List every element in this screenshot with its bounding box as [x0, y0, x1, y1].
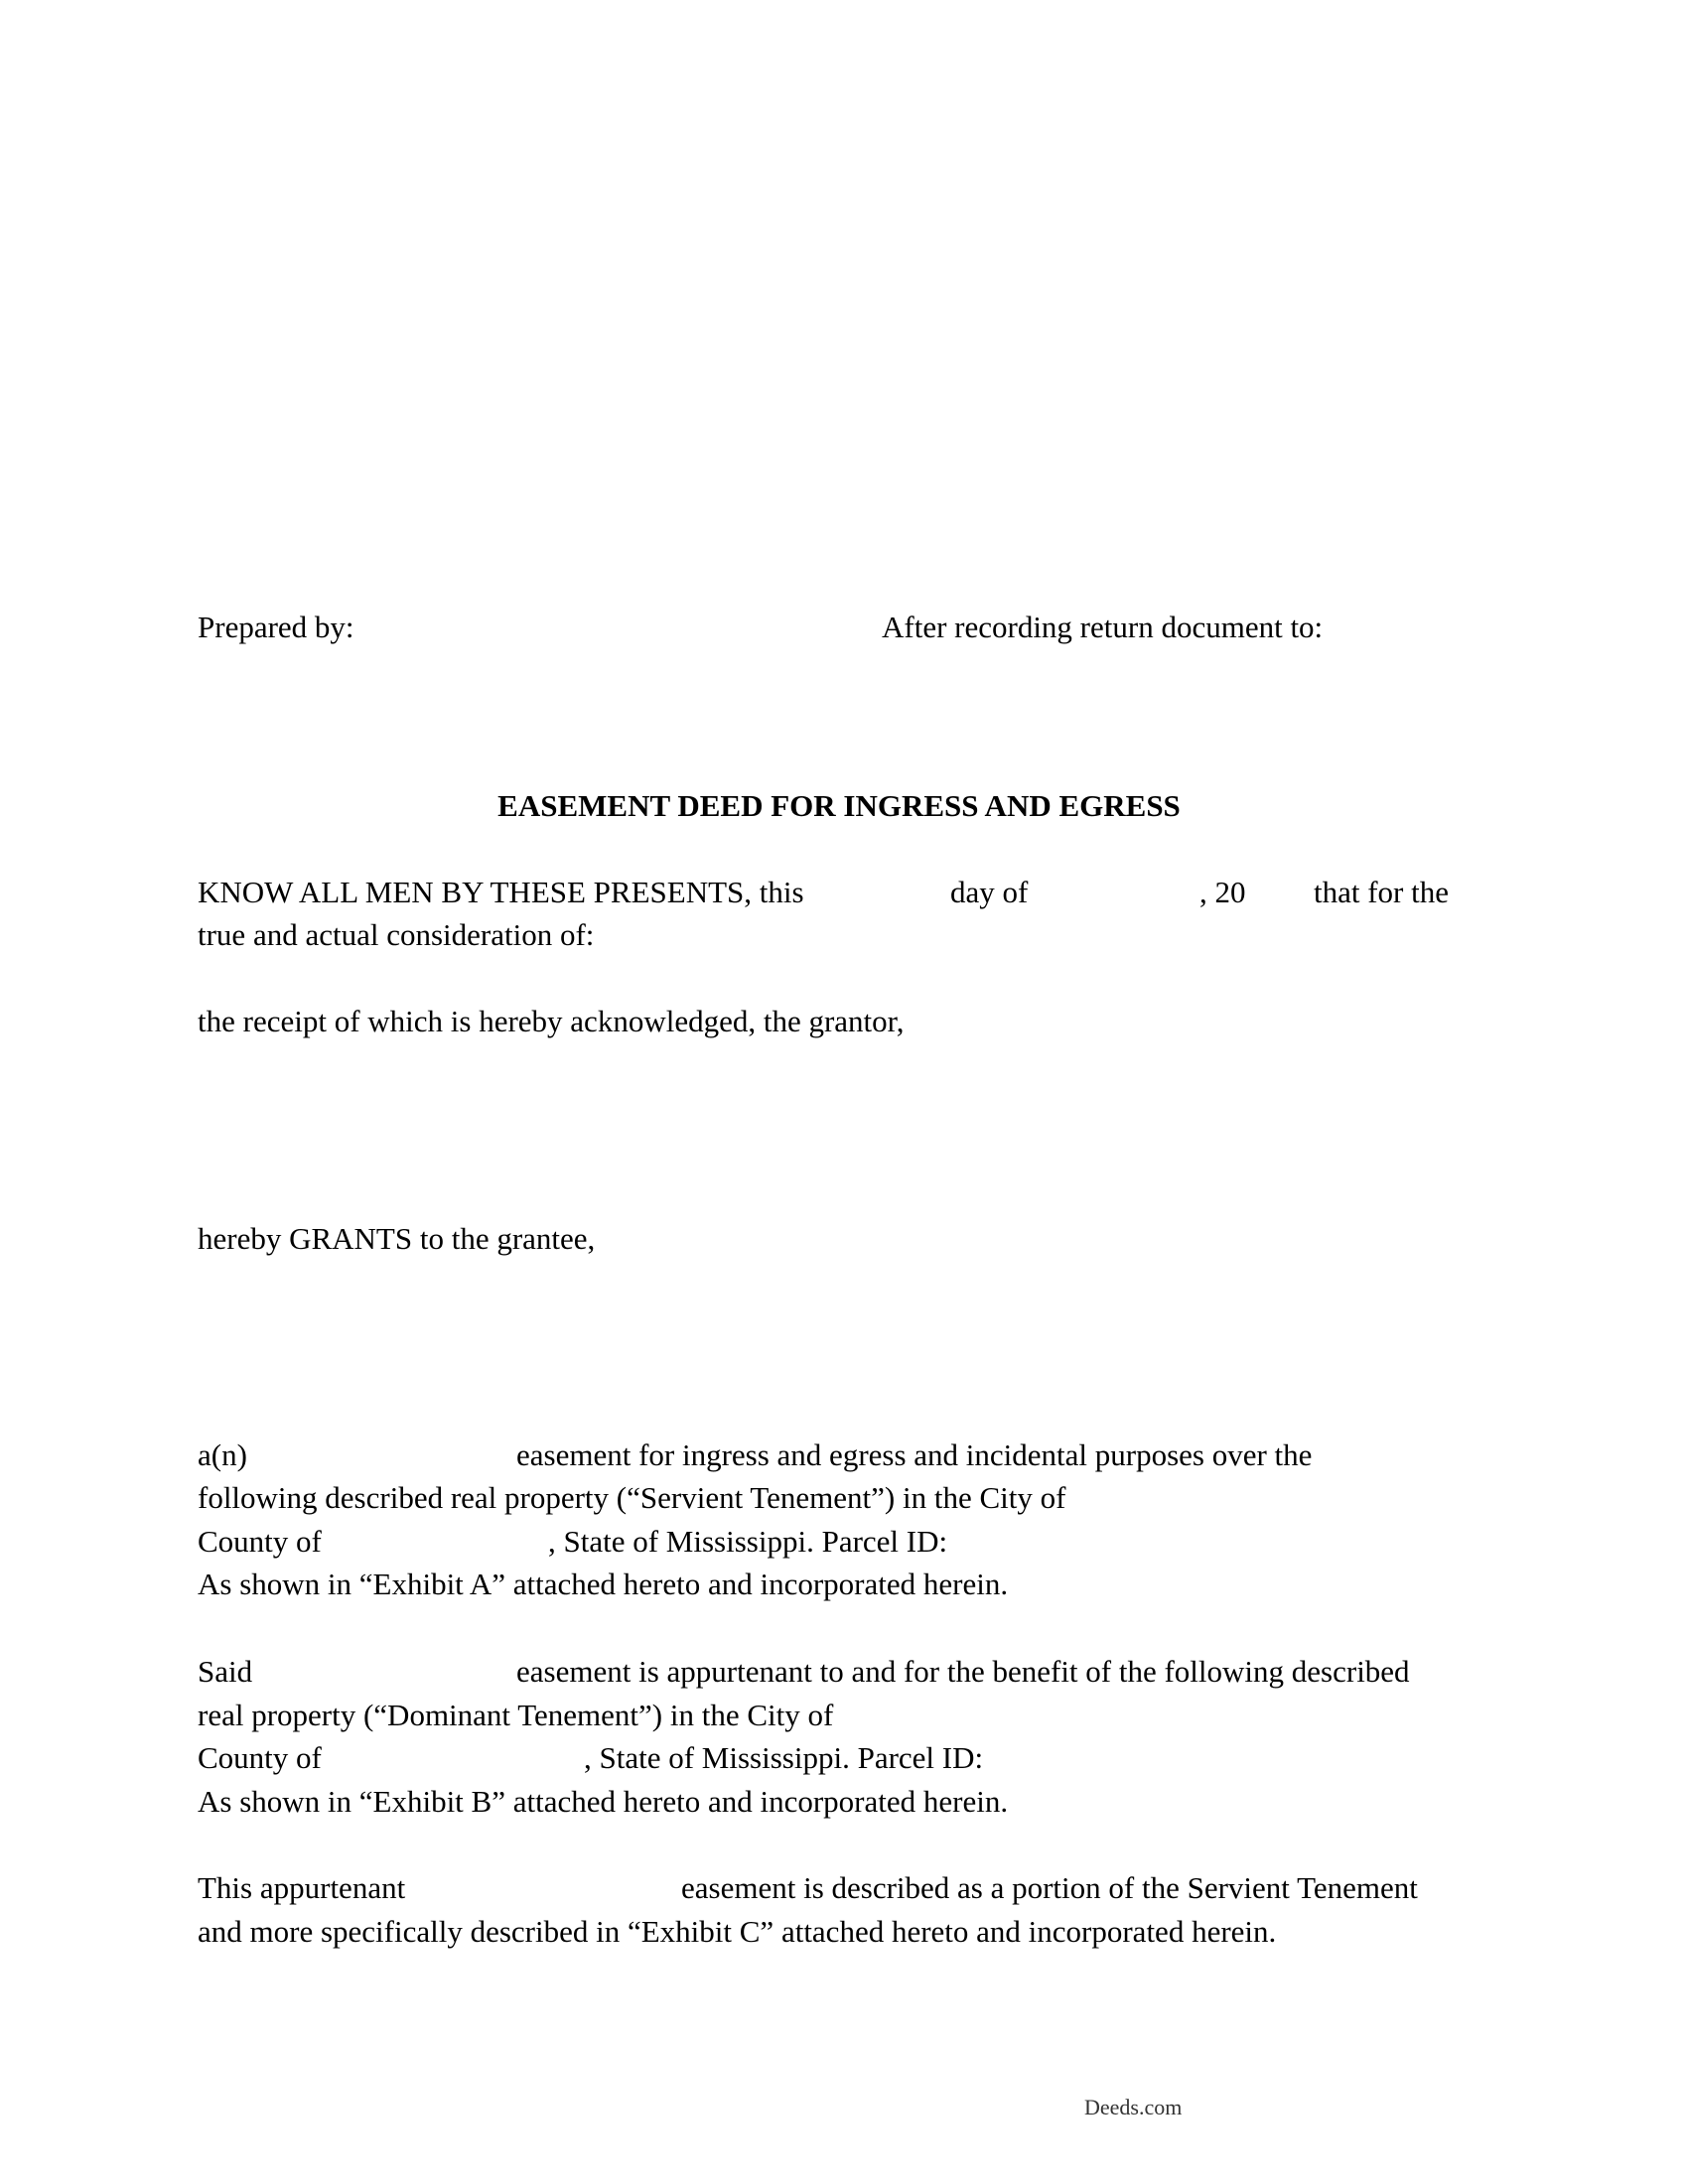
receipt-text: the receipt of which is hereby acknowledged, the grantor,: [198, 1004, 905, 1038]
dominant-line-2: [198, 1694, 1498, 1737]
servient-line-2: [198, 1476, 1498, 1520]
intro-day-of: day of: [950, 875, 1029, 909]
servient-exhibit-a: As shown in “Exhibit A” attached hereto and incorporated herein.: [198, 1567, 1009, 1601]
servient-state-parcel: , State of Mississippi. Parcel ID:: [548, 1524, 948, 1559]
dominant-line-4: [198, 1780, 1498, 1824]
appurtenant-label: This appurtenant: [198, 1870, 406, 1905]
header-line: [198, 606, 1498, 649]
document-title: EASEMENT DEED FOR INGRESS AND EGRESS: [497, 788, 1181, 823]
dominant-exhibit-b: As shown in “Exhibit B” attached hereto and incorporated herein.: [198, 1784, 1009, 1819]
servient-line-3: [198, 1520, 1498, 1564]
dominant-state-parcel: , State of Mississippi. Parcel ID:: [584, 1740, 984, 1775]
servient-property-text: following described real property (“Servient Tenement”) in the City of: [198, 1480, 1066, 1515]
dominant-line-1: [198, 1650, 1498, 1694]
intro-consideration: true and actual consideration of:: [198, 917, 595, 952]
return-to-label: After recording return document to:: [882, 610, 1324, 644]
servient-easement-text: easement for ingress and egress and incidental purposes over the: [516, 1437, 1313, 1472]
intro-that-for-the: that for the: [1314, 875, 1450, 909]
appurtenant-line-2: [198, 1910, 1498, 1954]
dominant-said: Said: [198, 1654, 253, 1689]
appurtenant-easement-text: easement is described as a portion of the Servient Tenement: [681, 1870, 1418, 1905]
footer-watermark: Deeds.com: [1084, 2095, 1183, 2119]
grants-line: [198, 1217, 1498, 1261]
servient-line-4: [198, 1563, 1498, 1606]
dominant-property-text: real property (“Dominant Tenement”) in the City of: [198, 1698, 834, 1732]
servient-county-of: County of: [198, 1524, 322, 1559]
dominant-line-3: [198, 1736, 1498, 1780]
servient-a-n: a(n): [198, 1437, 247, 1472]
dominant-easement-text: easement is appurtenant to and for the benefit of the following described: [516, 1654, 1410, 1689]
intro-line-2: [198, 913, 1498, 957]
dominant-county-of: County of: [198, 1740, 322, 1775]
intro-know-all-men: KNOW ALL MEN BY THESE PRESENTS, this: [198, 875, 804, 909]
grants-text: hereby GRANTS to the grantee,: [198, 1221, 596, 1256]
intro-line-1: [198, 871, 1498, 914]
prepared-by-label: Prepared by:: [198, 610, 354, 644]
appurtenant-exhibit-c: and more specifically described in “Exhibit C” attached hereto and incorporated herein.: [198, 1914, 1277, 1949]
servient-line-1: [198, 1433, 1498, 1477]
appurtenant-line-1: [198, 1866, 1498, 1910]
intro-year: , 20: [1199, 875, 1246, 909]
receipt-line: [198, 1000, 1498, 1043]
